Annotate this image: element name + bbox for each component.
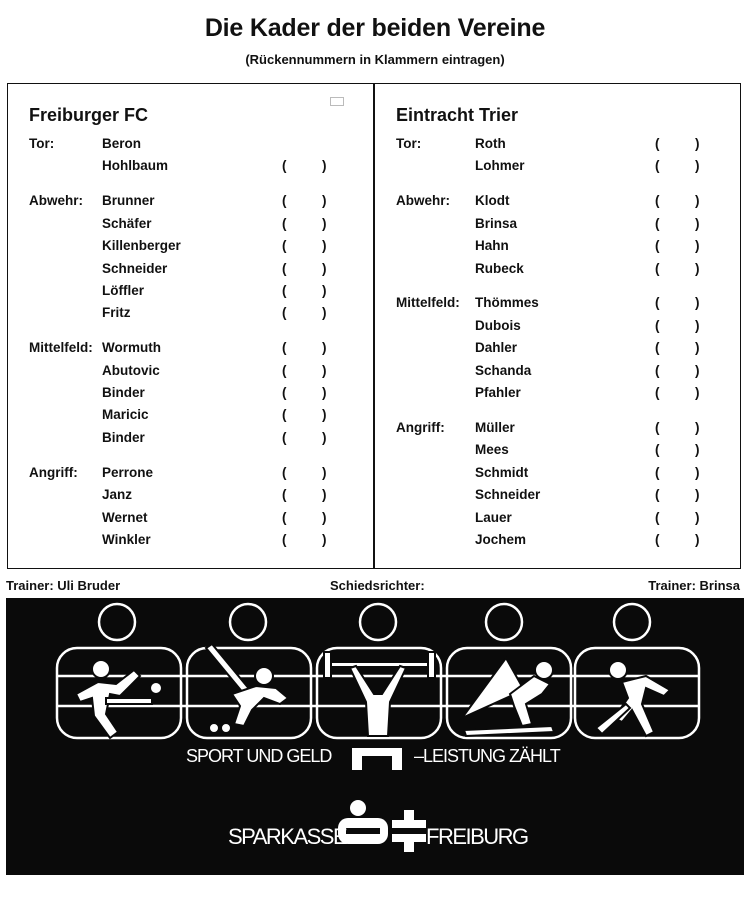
jersey-number-field-close[interactable]: ) <box>695 295 700 311</box>
jersey-number-field-open[interactable]: ( <box>282 531 287 547</box>
circle-icon <box>230 604 266 640</box>
bank-name-left: SPARKASSE <box>228 824 347 849</box>
position-label: Tor: <box>396 136 422 151</box>
player-name: Abutovic <box>102 362 160 378</box>
player-row <box>102 385 342 407</box>
player-row <box>102 487 342 509</box>
player-name: Binder <box>102 429 145 445</box>
player-row <box>475 465 715 487</box>
footer-row <box>0 578 750 596</box>
jersey-number-field-close[interactable]: ) <box>322 193 327 209</box>
player-name: Beron <box>102 136 142 151</box>
player-name: Schneider <box>102 260 168 276</box>
jersey-number-field-close[interactable]: ) <box>322 340 327 356</box>
jersey-number-field-open[interactable]: ( <box>655 260 660 276</box>
circle-icon <box>486 604 522 640</box>
jersey-number-field-close[interactable]: ) <box>322 260 327 276</box>
player-row <box>475 216 715 238</box>
jersey-number-field-close[interactable]: ) <box>322 215 327 231</box>
jersey-number-field-open[interactable]: ( <box>282 385 287 400</box>
jersey-number-field-open[interactable]: ( <box>282 407 287 423</box>
jersey-number-field-close[interactable]: ) <box>695 419 700 435</box>
jersey-number-field-close[interactable]: ) <box>695 158 700 174</box>
ice-hockey-icon <box>596 661 670 736</box>
ad-graphics <box>6 598 744 875</box>
player-name: Brunner <box>102 193 155 209</box>
player-name: Dubois <box>475 317 521 333</box>
player-row <box>475 136 715 158</box>
player-name: Thömmes <box>475 295 539 311</box>
jersey-number-field-open[interactable]: ( <box>655 419 660 435</box>
player-row <box>102 407 342 429</box>
player-name: Jochem <box>475 531 527 547</box>
player-name: Brinsa <box>475 215 518 231</box>
jersey-number-field-close[interactable]: ) <box>695 317 700 333</box>
circle-icon <box>614 604 650 640</box>
jersey-number-field-open[interactable]: ( <box>282 487 287 503</box>
player-name: Lauer <box>475 509 512 525</box>
player-name: Pfahler <box>475 385 521 400</box>
trainer-right: Trainer: Brinsa <box>648 578 740 593</box>
player-row <box>475 193 715 215</box>
jersey-number-field-close[interactable]: ) <box>322 282 327 298</box>
jersey-number-field-open[interactable]: ( <box>655 509 660 525</box>
jersey-number-field-open[interactable]: ( <box>655 340 660 356</box>
player-name: Hahn <box>475 238 509 254</box>
player-name: Hohlbaum <box>102 158 168 174</box>
team-freiburger-fc <box>8 84 373 568</box>
player-name: Fritz <box>102 305 131 321</box>
jersey-number-field-open[interactable]: ( <box>655 193 660 209</box>
team-name: Eintracht Trier <box>396 105 519 125</box>
jersey-number-field-close[interactable]: ) <box>695 487 700 503</box>
jersey-number-field-open[interactable]: ( <box>282 238 287 254</box>
jersey-number-field-open[interactable]: ( <box>282 158 287 174</box>
position-label: Abwehr: <box>29 193 83 209</box>
player-name: Perrone <box>102 464 154 480</box>
player-row <box>102 238 342 260</box>
player-row <box>102 193 342 215</box>
slogan <box>186 746 560 767</box>
ss-logo-mark <box>338 748 426 852</box>
player-name: Binder <box>102 385 145 400</box>
weightlifting-icon <box>324 652 435 736</box>
position-label: Mittelfeld: <box>396 295 460 311</box>
player-row <box>102 510 342 532</box>
position-label: Angriff: <box>396 419 445 435</box>
circle-icon <box>99 604 135 640</box>
player-row <box>475 487 715 509</box>
jersey-number-field-open[interactable]: ( <box>655 317 660 333</box>
player-name: Rubeck <box>475 260 524 276</box>
team-eintracht-trier <box>375 84 740 568</box>
player-row <box>102 136 342 158</box>
player-name: Janz <box>102 487 133 503</box>
player-name: Schneider <box>475 487 541 503</box>
jersey-number-field-open[interactable]: ( <box>655 487 660 503</box>
player-row <box>475 532 715 554</box>
jersey-number-field-open[interactable]: ( <box>282 509 287 525</box>
player-row <box>102 363 342 385</box>
player-row <box>102 465 342 487</box>
player-row <box>475 510 715 532</box>
jersey-number-field-open[interactable]: ( <box>655 215 660 231</box>
bank-name-right: FREIBURG <box>426 824 528 849</box>
referee-label: Schiedsrichter: <box>330 578 425 593</box>
jersey-number-field-close[interactable]: ) <box>322 464 327 480</box>
player-row <box>475 295 715 317</box>
team-name: Freiburger FC <box>29 105 149 125</box>
jersey-number-field-close[interactable]: ) <box>695 136 700 151</box>
jersey-number-field-open[interactable]: ( <box>282 260 287 276</box>
player-name: Roth <box>475 136 506 151</box>
player-row <box>475 385 715 407</box>
jersey-number-field-close[interactable]: ) <box>695 193 700 209</box>
jersey-number-field-close[interactable]: ) <box>322 305 327 321</box>
trainer-left: Trainer: Uli Bruder <box>6 578 121 593</box>
player-name: Wormuth <box>102 340 161 356</box>
player-name: Mees <box>475 442 509 458</box>
jersey-number-field-open[interactable]: ( <box>655 385 660 400</box>
jersey-number-field-open[interactable]: ( <box>655 442 660 458</box>
player-name: Löffler <box>102 282 144 298</box>
player-row <box>102 532 342 554</box>
jersey-number-field-close[interactable]: ) <box>322 362 327 378</box>
player-row <box>475 158 715 180</box>
jersey-number-field-open[interactable]: ( <box>655 295 660 311</box>
page-subtitle: (Rückennummern in Klammern eintragen) <box>245 52 505 67</box>
jersey-number-field-close[interactable]: ) <box>695 442 700 458</box>
player-row <box>475 261 715 283</box>
jersey-number-field-close[interactable]: ) <box>322 238 327 254</box>
jersey-number-field-open[interactable]: ( <box>282 305 287 321</box>
player-name: Müller <box>475 419 515 435</box>
player-row <box>102 305 342 327</box>
player-row <box>475 363 715 385</box>
jersey-number-field-open[interactable]: ( <box>282 193 287 209</box>
jersey-number-field-open[interactable]: ( <box>655 238 660 254</box>
jersey-number-field-close[interactable]: ) <box>322 407 327 423</box>
page-title: Die Kader der beiden Vereine <box>204 14 546 42</box>
player-name: Killenberger <box>102 238 181 254</box>
jersey-number-field-close[interactable]: ) <box>322 385 327 400</box>
position-label: Mittelfeld: <box>29 340 93 356</box>
jersey-number-field-close[interactable]: ) <box>695 509 700 525</box>
jersey-number-field-close[interactable]: ) <box>695 362 700 378</box>
player-row <box>102 430 342 452</box>
jersey-number-field-open[interactable]: ( <box>655 136 660 151</box>
jersey-number-field-open[interactable]: ( <box>282 215 287 231</box>
slogan-part-2: –LEISTUNG ZÄHLT <box>414 746 560 766</box>
jersey-number-field-open[interactable]: ( <box>655 464 660 480</box>
player-name: Winkler <box>102 531 151 547</box>
position-label: Abwehr: <box>396 193 450 209</box>
sparkasse-advertisement <box>6 598 744 875</box>
jersey-number-field-close[interactable]: ) <box>322 531 327 547</box>
jersey-number-field-open[interactable]: ( <box>282 464 287 480</box>
circle-icon <box>360 604 396 640</box>
player-row <box>475 442 715 464</box>
player-name: Maricic <box>102 407 149 423</box>
player-name: Wernet <box>102 509 148 525</box>
jersey-number-field-close[interactable]: ) <box>695 215 700 231</box>
jersey-number-field-close[interactable]: ) <box>322 509 327 525</box>
player-row <box>475 318 715 340</box>
jersey-number-field-open[interactable]: ( <box>282 429 287 445</box>
player-name: Schanda <box>475 362 532 378</box>
player-row <box>475 420 715 442</box>
roller-hockey-icon <box>206 644 288 733</box>
player-row <box>475 238 715 260</box>
windsurfing-icon <box>462 658 554 736</box>
player-name: Schmidt <box>475 464 529 480</box>
player-name: Dahler <box>475 340 518 356</box>
player-row <box>102 158 342 180</box>
roster-box <box>7 83 741 569</box>
table-tennis-icon <box>76 660 162 738</box>
player-row <box>102 216 342 238</box>
jersey-number-field-open[interactable]: ( <box>282 340 287 356</box>
player-row <box>475 340 715 362</box>
jersey-number-field-close[interactable]: ) <box>695 385 700 400</box>
player-name: Klodt <box>475 193 510 209</box>
jersey-number-field-close[interactable]: ) <box>695 260 700 276</box>
jersey-number-field-open[interactable]: ( <box>282 362 287 378</box>
position-label: Angriff: <box>29 464 78 480</box>
jersey-number-field-close[interactable]: ) <box>322 487 327 503</box>
jersey-number-field-open[interactable]: ( <box>655 158 660 174</box>
jersey-number-field-close[interactable]: ) <box>322 158 327 174</box>
player-name: Lohmer <box>475 158 525 174</box>
jersey-number-field-open[interactable]: ( <box>282 282 287 298</box>
player-row <box>102 283 342 305</box>
jersey-number-field-open[interactable]: ( <box>655 362 660 378</box>
jersey-number-field-close[interactable]: ) <box>695 464 700 480</box>
jersey-number-field-close[interactable]: ) <box>695 340 700 356</box>
player-name: Schäfer <box>102 215 152 231</box>
player-row <box>102 340 342 362</box>
position-label: Tor: <box>29 136 55 151</box>
slogan-part-1: SPORT UND GELD <box>186 746 332 766</box>
jersey-number-field-close[interactable]: ) <box>695 238 700 254</box>
jersey-number-field-close[interactable]: ) <box>322 429 327 445</box>
player-row <box>102 261 342 283</box>
jersey-number-field-close[interactable]: ) <box>695 531 700 547</box>
jersey-number-field-open[interactable]: ( <box>655 531 660 547</box>
